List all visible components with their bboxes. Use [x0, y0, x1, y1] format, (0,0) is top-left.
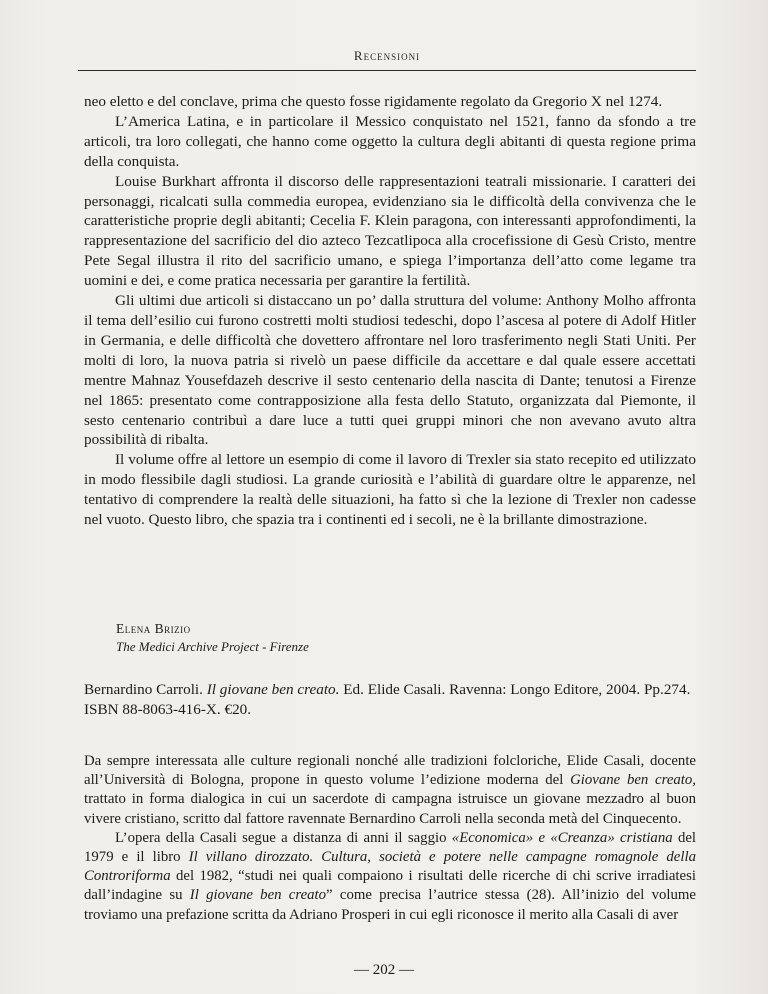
paragraph: Il volume offre al lettore un esempio di come il lavoro di Trexler sia stato recepito ed utilizzato in modo flessibile dagli studiosi. La grande curiosità e l’abilità di guardare oltre le apparenze, nel tentativo di comprendere la realtà delle situazioni, ha fatto sì che la lezione di Trexler non cadesse nel vuoto. Questo libro, che spazia tra i continenti ed i secoli, ne è la brillante dimostrazione.: [84, 451, 696, 529]
text: Da sempre interessata alle culture regionali nonché alle tradizioni folcloriche, Elide Casali, docente all’Università di Bologna, propone in questo volume l’edizione moderna del: [84, 753, 696, 789]
paragraph: Gli ultimi due articoli si distaccano un po’ dalla struttura del volume: Anthony Molho affronta il tema dell’esilio cui furono costretti molti studiosi tedeschi, dopo l’ascesa al potere di Adolf Hitler in Germania, e delle difficoltà che dovettero affrontare nel loro trasferimento negli Stati Uniti. Per molti di loro, la nuova patria si rivelò un paese difficile da accettare e dal quale essere accettati mentre Mahnaz Yousefdazeh descrive il sesto centenario della nascita di Dante; tenutosi a Firenze nel 1865: presentato come contrapposizione alla festa dello Statuto, organizzata dal Piemonte, il sesto centenario contribuì a dare luce a tutti quei gruppi minori che non avevano avuto altra possibilità di ribalta.: [84, 292, 696, 449]
paragraph: Louise Burkhart affronta il discorso delle rappresentazioni teatrali missionarie. I caratteri dei personaggi, ricalcati sulla commedia europea, evidenziano sia le difficoltà della convivenza che le caratteristiche proprie degli abitanti; Cecelia F. Klein paragona, con interessanti approfondimenti, la rappresentazione del sacrificio del dio azteco Tezcatlipoca alla crocefissione di Gesù Cristo, mentre Pete Segal illustra il rito del sacrificio umano, e spiega l’importanza dell’atto come legame tra uomini e dei, e come pratica necessaria per garantire la fertilità.: [84, 172, 696, 290]
reviewer-name: Elena Brizio: [116, 621, 191, 636]
book-publication-details: Ed. Elide Casali. Ravenna: Longo Editore, 2004. Pp.274. ISBN 88-8063-416-X. €20.: [84, 681, 691, 718]
review-body-continued: [84, 92, 696, 530]
paragraph: [84, 752, 696, 829]
text: del 1982, “studi nei quali compaiono i risultati delle ricerche di chi scrive irradiatesi dall’indagine su: [84, 868, 696, 904]
paragraph: [84, 829, 696, 925]
header-rule: [78, 70, 696, 71]
book-author: Bernardino Carroli.: [84, 681, 203, 698]
text: L’opera della Casali segue a distanza di anni il saggio: [115, 829, 447, 846]
text: trattato in forma dialogica in cui un sacerdote di campagna istruisce un giovane mezzadro al buon vivere cristiano, scritto dal fattore ravennate Bernardino Carroli nella seconda metà del Cinquecento.: [84, 791, 696, 827]
paragraph: L’America Latina, e in particolare il Messico conquistato nel 1521, fanno da sfondo a tre articoli, tra loro collegati, che hanno come oggetto la cultura degli abitanti di questa regione prima della conquista.: [84, 112, 696, 170]
text: ” come precisa l’autrice stessa (28). All’inizio del volume troviamo una prefazione scritta da Adriano Prosperi in cui egli riconosce il merito alla Casali di aver: [84, 887, 696, 923]
review-heading: [84, 680, 696, 720]
reviewer-affiliation: The Medici Archive Project - Firenze: [116, 639, 309, 654]
reviewer-signature: [116, 620, 309, 656]
italic-title: Giovane ben creato,: [570, 772, 697, 789]
running-head: Recensioni: [353, 48, 421, 63]
italic-title: Il giovane ben creato: [189, 887, 327, 904]
review-body: [84, 752, 696, 925]
italic-title: «Economica» e «Creanza» cristiana: [451, 829, 673, 846]
page-number: — 202 —: [354, 962, 414, 978]
text: del 1979 e il libro: [84, 829, 697, 866]
book-title: Il giovane ben creato.: [206, 681, 340, 698]
italic-title: Il villano dirozzato. Cultura, società e potere nelle campagne romagnole della Controriforma: [84, 849, 696, 885]
paragraph: neo eletto e del conclave, prima che questo fosse rigidamente regolato da Gregorio X nel 1274.: [84, 93, 663, 110]
